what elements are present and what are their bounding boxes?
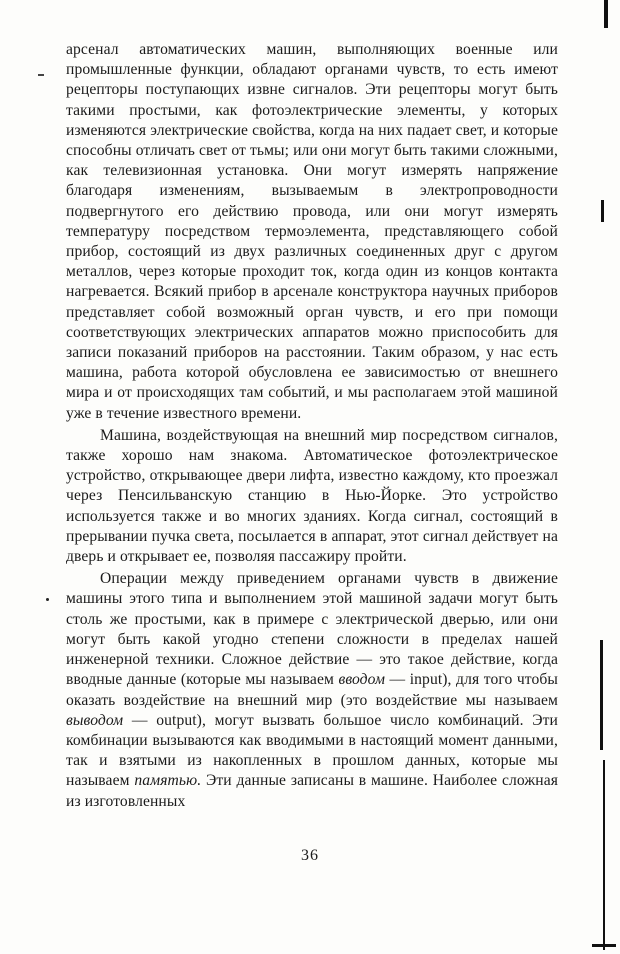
scan-edge-mark — [600, 640, 603, 750]
scan-edge-mark — [592, 944, 616, 947]
text-segment: арсенал автоматических машин, выполняющих военные или промышленные функции, обладают органами чувств, то есть имеют рецепторы поступающих извне сигналов. Эти рецепторы могут быть такими простыми, как фотоэлектрические элементы, у которых изменяются электрические свойства, когда на них падает свет, и которые способны отличать свет от тьмы; или они могут быть такими сложными, как телевизионная установка. Они могут измерять напряжение благодаря изменениям, вызываемым в электропроводности подвергнутого его действию провода, или они могут измерять температуру посредством термоэлемента, представляющего собой прибор, состоящий из двух различных соединенных друг с другом металлов, через которые проходит ток, когда один из концов контакта нагревается. Всякий прибор в арсенале конструктора научных приборов представляет собой возможный орган чувств, и его при помощи соответствующих электрических аппаратов можно приспособить для записи показаний приборов на расстоянии. Таким образом, у нас есть машина, работа которой обусловлена ее зависимостью от внешнего мира и от происходящих там событий, и мы располагаем этой машиной уже в течение известного времени. — [66, 41, 558, 422]
paragraph — [66, 40, 558, 424]
scan-edge-mark — [603, 760, 605, 950]
text-segment: — input), для того чтобы оказать воздействие на внешний мир (это воздействие мы называем — [66, 671, 558, 709]
text-segment: Эти данные записаны в машине. Наиболее сложная из изготовленных — [66, 772, 558, 810]
text-segment: Операции между приведением органами чувств в движение машины этого типа и выполнением этой машиной задачи могут быть столь же простыми, как в примере с электрической дверью, или они могут быть какой угодно степени сложности в пределах нашей инженерной техники. Сложное действие — это такое действие, когда вводные данные (которые мы называем — [66, 570, 558, 689]
scan-edge-mark — [604, 0, 608, 28]
scan-dot — [46, 598, 49, 601]
body-text — [66, 40, 558, 812]
paragraph — [66, 569, 558, 811]
italic-term: памятью. — [134, 772, 202, 790]
text-segment: Машина, воздействующая на внешний мир посредством сигналов, также хорошо нам знакома. Автоматическое фотоэлектрическое устройство, открывающее двери лифта, известно каждому, кто проезжал через Пенсильванскую станцию в Нью-Йорке. Это устройство используется также и во многих зданиях. Когда сигнал, состоящий в прерывании пучка света, посылается в аппарат, этот сигнал действует на дверь и открывает ее, позволяя пассажиру пройти. — [66, 426, 558, 566]
page-number: 36 — [301, 847, 319, 864]
scan-edge-mark — [601, 200, 604, 222]
italic-term: выводом — [66, 711, 124, 729]
paragraph — [66, 426, 558, 567]
scan-mark — [38, 74, 44, 76]
italic-term: вводом — [338, 671, 386, 689]
text-segment: — output), могут вызвать большое число комбинаций. Эти комбинации вызываются как вводимыми в настоящий момент данными, так и взятыми из накопленных в прошлом данных, которые мы называем — [66, 711, 558, 790]
